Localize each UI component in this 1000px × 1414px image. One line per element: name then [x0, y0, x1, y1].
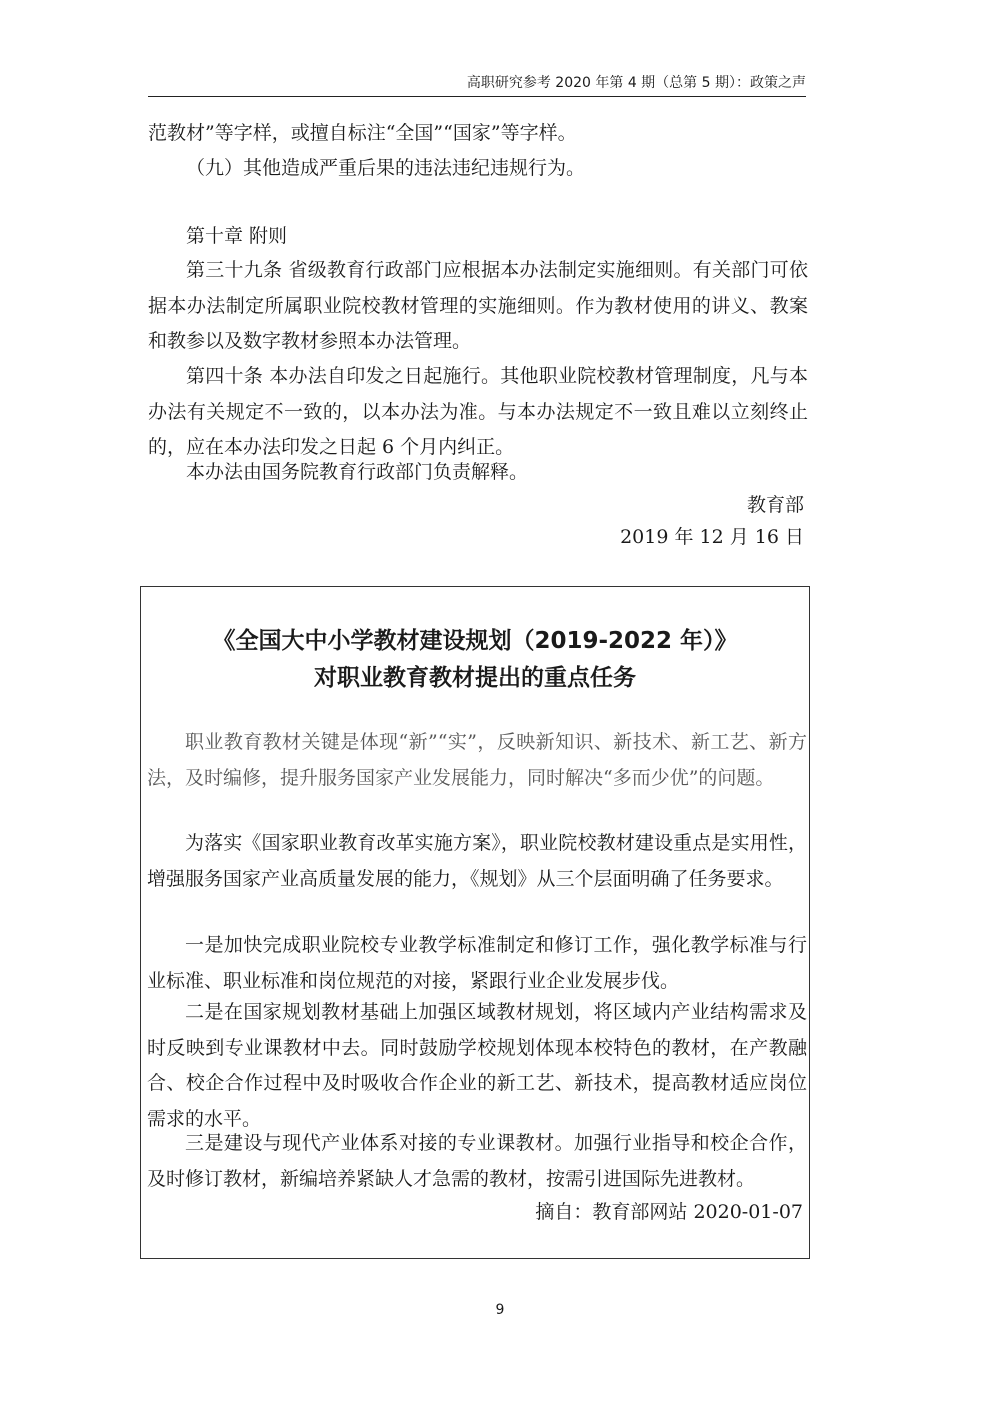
running-header: 高职研究参考 2020 年第 4 期（总第 5 期）：政策之声: [148, 72, 806, 97]
item-nine: （九）其他造成严重后果的违法违纪违规行为。: [186, 157, 586, 179]
article-39: 第三十九条 省级教育行政部门应根据本办法制定实施细则。有关部门可依据本办法制定所属职业院校教材管理的实施细则。作为教材使用的讲义、教案和教参以及数字教材参照本办法管理。: [148, 259, 808, 352]
interpretation-note: 本办法由国务院教育行政部门负责解释。: [186, 461, 529, 483]
source-citation: 摘自：教育部网站 2020-01-07: [535, 1201, 803, 1223]
box-title-line2: 对职业教育教材提出的重点任务: [314, 665, 636, 691]
issuer: 教育部: [746, 494, 804, 516]
article-40: 第四十条 本办法自印发之日起施行。其他职业院校教材管理制度，凡与本办法有关规定不一致的，以本办法为准。与本办法规定不一致且难以立刻终止的，应在本办法印发之日起 6 个月内纠正。: [148, 365, 808, 458]
page-number: 9: [495, 1302, 505, 1318]
info-box: [140, 586, 810, 1259]
box-paragraph-4: 二是在国家规划教材基础上加强区域教材规划，将区域内产业结构需求及时反映到专业课教材中去。同时鼓励学校规划体现本校特色的教材，在产教融合、校企合作过程中及时吸收合作企业的新工艺、新技术，提高教材适应岗位需求的水平。: [147, 1001, 807, 1130]
box-paragraph-2: 为落实《国家职业教育改革实施方案》，职业院校教材建设重点是实用性，增强服务国家产业高质量发展的能力，《规划》从三个层面明确了任务要求。: [147, 832, 807, 890]
box-paragraph-3: 一是加快完成职业院校专业教学标准制定和修订工作，强化教学标准与行业标准、职业标准和岗位规范的对接，紧跟行业企业发展步伐。: [147, 934, 807, 992]
issue-date: 2019 年 12 月 16 日: [620, 526, 804, 548]
box-paragraph-5: 三是建设与现代产业体系对接的专业课教材。加强行业指导和校企合作，及时修订教材，新编培养紧缺人才急需的教材，按需引进国际先进教材。: [147, 1132, 807, 1190]
continuation-line: 范教材”等字样，或擅自标注“全国”“国家”等字样。: [148, 122, 577, 144]
box-paragraph-1: 职业教育教材关键是体现“新”“实”，反映新知识、新技术、新工艺、新方法，及时编修，提升服务国家产业发展能力，同时解决“多而少优”的问题。: [147, 731, 807, 789]
box-title-line1: 《全国大中小学教材建设规划（2019-2022 年）》: [212, 628, 738, 654]
chapter-title: 第十章 附则: [186, 225, 288, 247]
